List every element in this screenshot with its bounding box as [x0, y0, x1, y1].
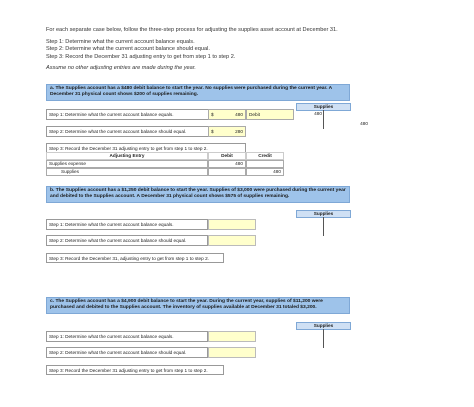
journal-row-1-debit[interactable]: 480 [208, 160, 246, 168]
case-b-header: b. The Supplies account has a $1,250 debit balance to start the year. Supplies of $3,000 were purchased during the current year and debited to the Supplies account. A December 31 physical count shows $575 of supplies remaining. [46, 186, 350, 203]
t-right-value: 480 [360, 121, 368, 126]
step2-label: Step 2: Determine what the current account balance should equal. [49, 129, 187, 134]
case-c-step1-row [46, 331, 208, 342]
drcr-value: Debit [249, 112, 260, 117]
case-c-header: c. The Supplies account has a $4,900 debit balance to start the year. During the current year, supplies of $11,200 were purchased and debited to the Supplies account. The inventory of supplies available at December 31 totaled $3,200. [46, 297, 350, 314]
case-c-step3-row [46, 365, 224, 375]
step2-label: Step 2: Determine what the current account balance should equal. [49, 350, 187, 355]
journal-row-2-debit[interactable] [208, 168, 246, 176]
col-debit: Debit [208, 152, 246, 160]
step2-label: Step 2: Determine what the current account balance should equal. [49, 238, 187, 243]
step1-label: Step 1: Determine what the current account balance equals. [49, 222, 174, 227]
case-b-step3-row [46, 253, 224, 263]
case-b-t-account [296, 210, 351, 236]
case-b-step2-row [46, 235, 208, 246]
case-c-step1-input[interactable] [208, 331, 256, 342]
currency-sign: $ [211, 112, 214, 117]
t-divider [323, 217, 324, 236]
case-b-step2-input[interactable] [208, 235, 256, 246]
journal-row-1-account[interactable]: Supplies expense [46, 160, 208, 168]
case-a-step2-input[interactable] [208, 126, 246, 137]
step3-label: Step 3: Record the December 31 adjusting entry to get from step 1 to step 2. [49, 146, 208, 151]
case-a-drcr-input[interactable] [246, 109, 294, 120]
case-c-t-account [296, 322, 351, 348]
step1-label: Step 1: Determine what the current account balance equals. [49, 334, 174, 339]
case-b-step1-input[interactable] [208, 219, 256, 230]
case-a-step1-input[interactable] [208, 109, 246, 120]
step3-label: Step 3: Record the December 31, adjusting entry to get from step 1 to step 2. [49, 256, 209, 261]
intro-step3: Step 3: Record the December 31 adjusting entry to get from step 1 to step 2. [46, 53, 236, 60]
case-b-step1-row [46, 219, 208, 230]
step3-label: Step 3: Record the December 31 adjusting entry to get from step 1 to step 2. [49, 368, 208, 373]
intro-step2: Step 2: Determine what the current account balance should equal. [46, 46, 210, 53]
col-credit: Credit [246, 152, 284, 160]
case-c-step2-input[interactable] [208, 347, 256, 358]
journal-row-2-account[interactable]: Supplies [46, 168, 208, 176]
currency-sign: $ [211, 129, 214, 134]
step1-value: 480 [235, 112, 243, 117]
journal-row-1-credit[interactable] [246, 160, 284, 168]
col-adjusting-entry: Adjusting Entry [46, 152, 208, 160]
intro-line: For each separate case below, follow the three-step process for adjusting the supplies asset account at December 31. [46, 27, 338, 33]
journal-row-2-credit[interactable]: 480 [246, 168, 284, 176]
t-divider [323, 110, 324, 129]
step2-value: 280 [235, 129, 243, 134]
t-left-value: 480 [314, 111, 322, 116]
t-account-title: Supplies [296, 210, 351, 218]
case-a-header: a. The Supplies account has a $480 debit balance to start the year. No supplies were purchased during the current year. A December 31 physical count shows $200 of supplies remaining. [46, 84, 350, 101]
intro-note: Assume no other adjusting entries are made during the year. [46, 64, 196, 71]
intro-step1: Step 1: Determine what the current account balance equals. [46, 39, 195, 46]
t-account-title: Supplies [296, 322, 351, 330]
step1-label: Step 1: Determine what the current account balance equals. [49, 112, 174, 117]
instructions [46, 27, 446, 72]
t-account-title: Supplies [296, 103, 351, 111]
t-divider [323, 329, 324, 348]
case-c-step2-row [46, 347, 208, 358]
